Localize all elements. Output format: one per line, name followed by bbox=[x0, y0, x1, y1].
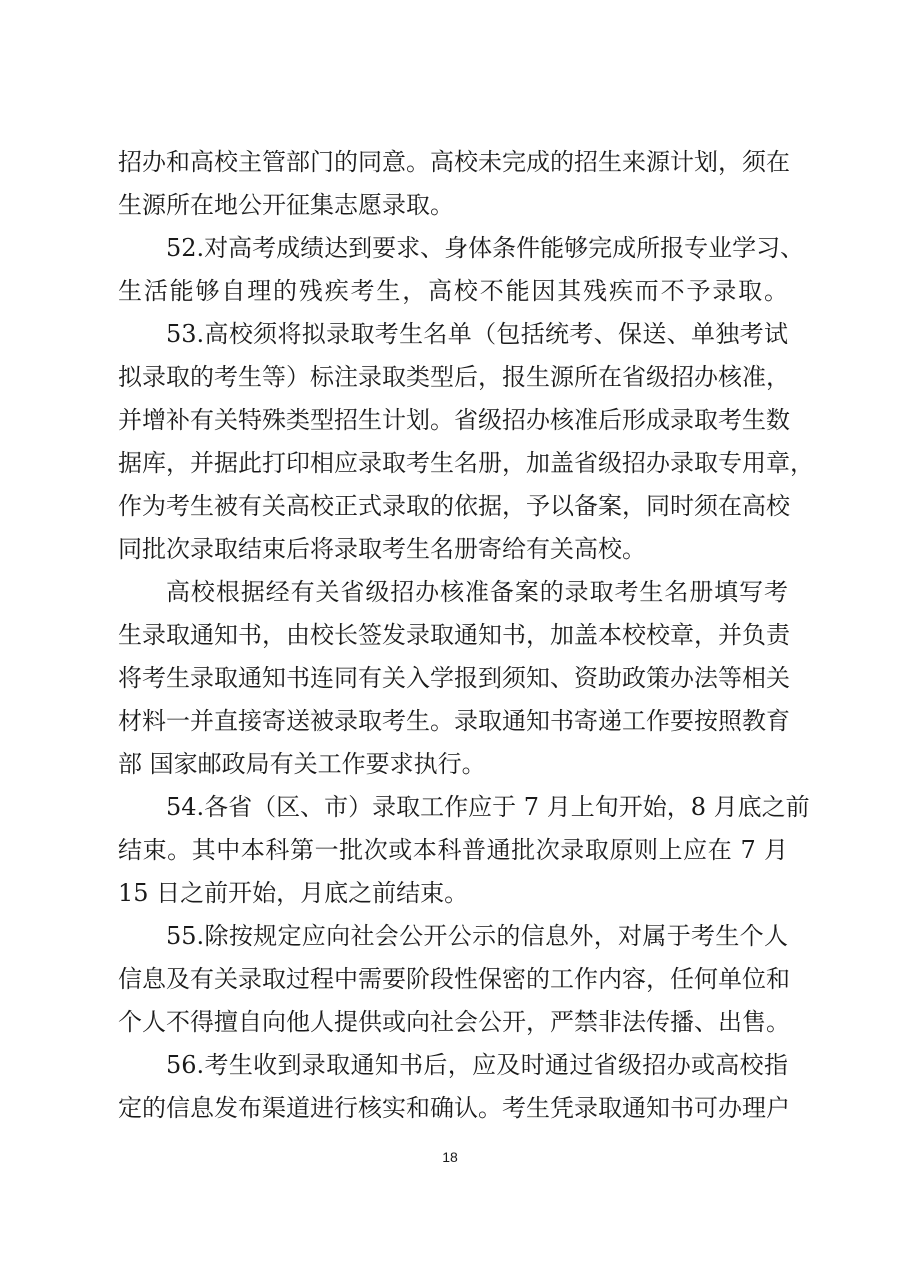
text-line: 同批次录取结束后将录取考生名册寄给有关高校。 bbox=[118, 535, 646, 563]
text-line: 定的信息发布渠道进行核实和确认。考生凭录取通知书可办理户 bbox=[118, 1094, 790, 1122]
text-line: 拟录取的考生等）标注录取类型后，报生源所在省级招办核准， bbox=[118, 363, 790, 391]
paragraph-55-start: 55.除按规定应向社会公开公示的信息外，对属于考生个人 bbox=[166, 922, 788, 950]
text-line: 作为考生被有关高校正式录取的依据，予以备案，同时须在高校 bbox=[118, 492, 790, 520]
text-line: 生源所在地公开征集志愿录取。 bbox=[118, 191, 454, 219]
paragraph-52-start: 52.对高考成绩达到要求、身体条件能够完成所报专业学习、 bbox=[166, 234, 805, 262]
text-line: 将考生录取通知书连同有关入学报到须知、资助政策办法等相关 bbox=[118, 664, 790, 692]
text-line: 个人不得擅自向他人提供或向社会公开，严禁非法传播、出售。 bbox=[118, 1008, 790, 1036]
page-number: 18 bbox=[442, 1149, 458, 1165]
text-line: 据库，并据此打印相应录取考生名册，加盖省级招办录取专用章， bbox=[118, 449, 814, 477]
text-line: 15 日之前开始，月底之前结束。 bbox=[118, 879, 469, 907]
paragraph-53-start: 53.高校须将拟录取考生名单（包括统考、保送、单独考试 bbox=[166, 320, 788, 348]
text-line: 生活能够自理的残疾考生，高校不能因其残疾而不予录取。 bbox=[118, 277, 788, 305]
paragraph-admission-letter-start: 高校根据经有关省级招办核准备案的录取考生名册填写考 bbox=[166, 578, 788, 606]
text-line: 招办和高校主管部门的同意。高校未完成的招生来源计划，须在 bbox=[118, 148, 790, 176]
paragraph-56-start: 56.考生收到录取通知书后，应及时通过省级招办或高校指 bbox=[166, 1051, 788, 1079]
text-line: 材料一并直接寄送被录取考生。录取通知书寄递工作要按照教育 bbox=[118, 707, 790, 735]
text-line: 生录取通知书，由校长签发录取通知书，加盖本校校章，并负责 bbox=[118, 621, 790, 649]
paragraph-54-start: 54.各省（区、市）录取工作应于 7 月上旬开始，8 月底之前 bbox=[166, 793, 810, 821]
text-line: 信息及有关录取过程中需要阶段性保密的工作内容，任何单位和 bbox=[118, 965, 790, 993]
text-line: 部 国家邮政局有关工作要求执行。 bbox=[118, 750, 486, 778]
text-line: 并增补有关特殊类型招生计划。省级招办核准后形成录取考生数 bbox=[118, 406, 790, 434]
text-line: 结束。其中本科第一批次或本科普通批次录取原则上应在 7 月 bbox=[118, 836, 788, 864]
